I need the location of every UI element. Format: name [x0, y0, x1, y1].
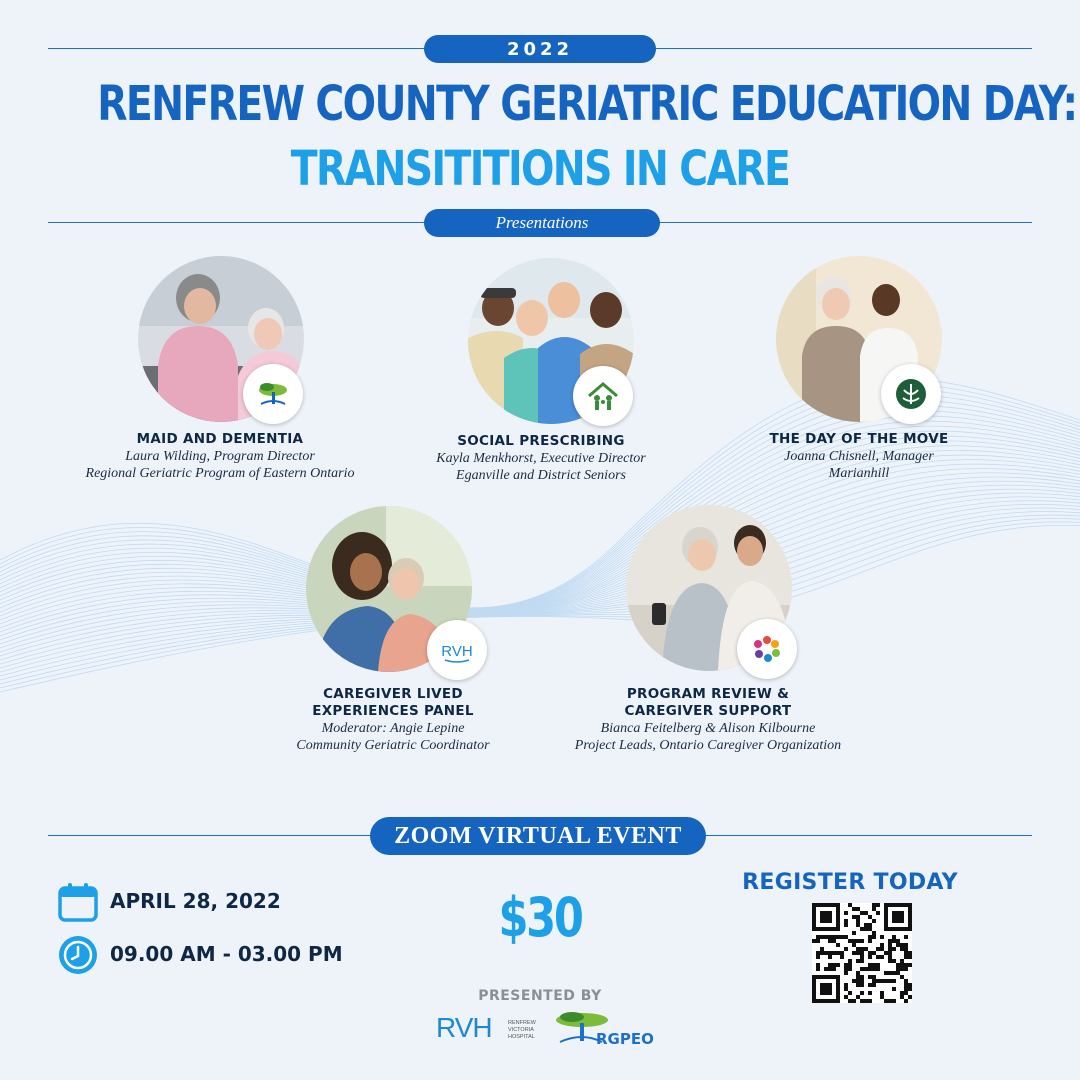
presenter-name: Laura Wilding, Program Director: [125, 449, 315, 464]
presenter-organization: Community Geriatric Coordinator: [296, 738, 490, 753]
event-time: 09.00 AM - 03.00 PM: [110, 942, 343, 966]
presentation-title: MAID AND DEMENTIA: [136, 431, 304, 447]
event-title: RENFREW COUNTY GERIATRIC EDUCATION DAY:: [97, 76, 1077, 132]
presentation-title: EXPERIENCES PANEL: [312, 703, 474, 719]
presenter-organization: Regional Geriatric Program of Eastern Ontario: [85, 466, 355, 481]
presenter-organization: Marianhill: [828, 466, 890, 481]
rgpeo-sponsor-logo: [552, 1008, 662, 1052]
year-badge: 2022: [424, 35, 656, 63]
presentation-title: CAREGIVER SUPPORT: [624, 703, 792, 719]
rgpeo-tree-icon: [243, 364, 303, 424]
presenter-name: Bianca Feitelberg & Alison Kilbourne: [600, 721, 816, 736]
presented-by-label: PRESENTED BY: [478, 988, 602, 1004]
presentation-title: THE DAY OF THE MOVE: [769, 431, 949, 447]
marianhill-icon: [881, 364, 941, 424]
rvh-logo-icon: [427, 620, 487, 680]
register-heading: REGISTER TODAY: [742, 870, 958, 895]
rgpeo-sponsor-name: RGPEO: [596, 1030, 654, 1048]
presentations-label: Presentations: [424, 209, 660, 237]
event-price: $30: [498, 886, 582, 949]
event-format-badge: ZOOM VIRTUAL EVENT: [370, 817, 706, 855]
event-date: APRIL 28, 2022: [110, 889, 281, 913]
presenter-name: Joanna Chisnell, Manager: [784, 449, 934, 464]
rvh-sponsor-logo: [436, 1012, 546, 1048]
presentation-title: CAREGIVER LIVED: [323, 686, 463, 702]
clock-icon: [56, 933, 100, 977]
event-subtitle: TRANSITITIONS IN CARE: [290, 141, 790, 197]
rvh-logo-text: RVH: [441, 643, 473, 660]
house-people-icon: [573, 366, 633, 426]
rvh-sponsor-subtitle: RENFREW VICTORIA HOSPITAL: [508, 1020, 536, 1040]
presentation-day-of-move: [659, 431, 1059, 482]
registration-qr-code[interactable]: [812, 903, 912, 1003]
presenter-name: Kayla Menkhorst, Executive Director: [436, 451, 646, 466]
presenter-name: Moderator: Angie Lepine: [321, 721, 465, 736]
presenter-organization: Eganville and District Seniors: [456, 468, 626, 483]
presenter-organization: Project Leads, Ontario Caregiver Organization: [574, 738, 842, 753]
presentation-title: PROGRAM REVIEW &: [626, 686, 790, 702]
rvh-sponsor-name: RVH: [436, 1012, 492, 1043]
presentation-program-review: [508, 686, 908, 754]
calendar-icon: [56, 880, 100, 924]
ontario-caregiver-icon: [737, 619, 797, 679]
presentation-title: SOCIAL PRESCRIBING: [457, 433, 625, 449]
